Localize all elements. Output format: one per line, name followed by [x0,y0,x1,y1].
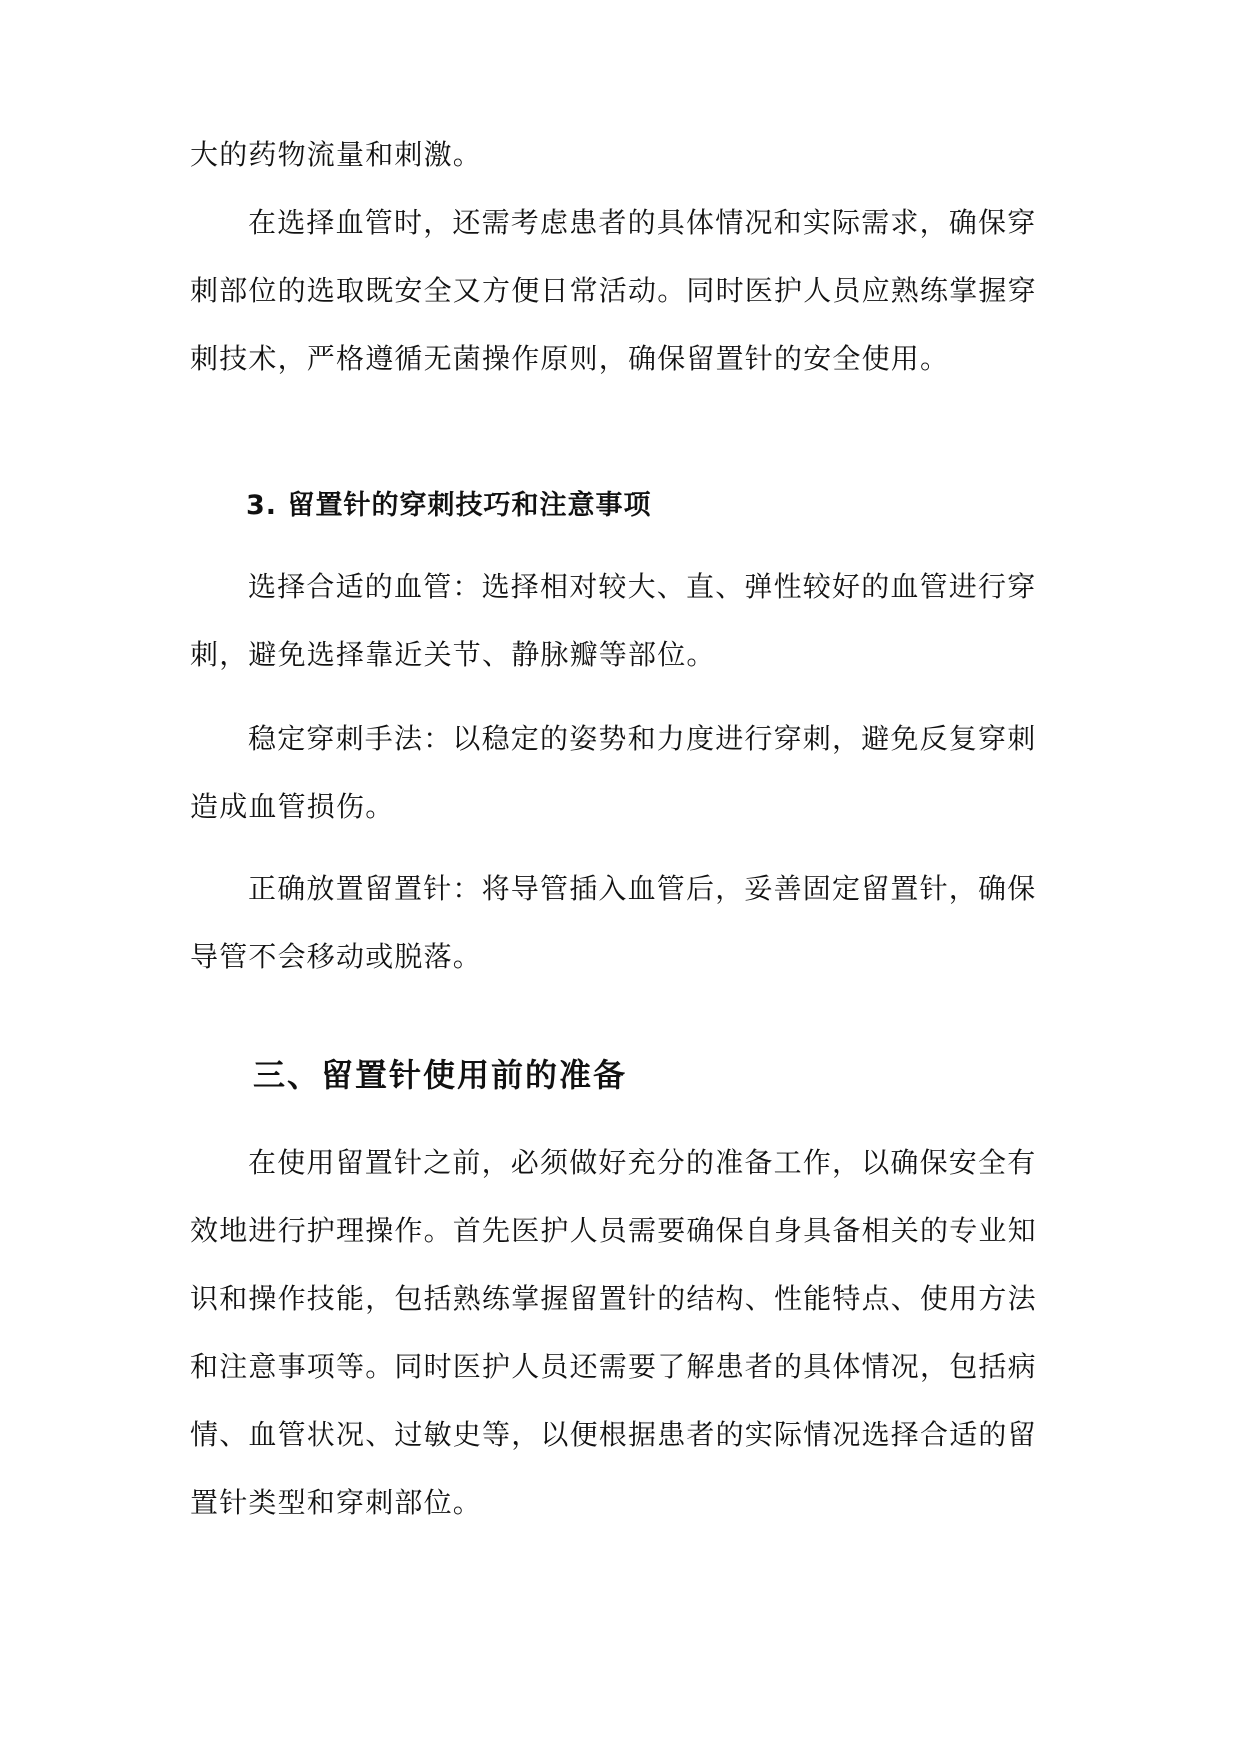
tip-paragraph: 稳定穿刺手法：以稳定的姿势和力度进行穿刺，避免反复穿刺造成血管损伤。 [190,722,1037,823]
tip-paragraph: 正确放置留置针：将导管插入血管后，妥善固定留置针，确保导管不会移动或脱落。 [190,872,1037,973]
tip-paragraph: 选择合适的血管：选择相对较大、直、弹性较好的血管进行穿刺，避免选择靠近关节、静脉瓣等部位。 [190,570,1037,671]
paragraph-vessel-choice: 在选择血管时，还需考虑患者的具体情况和实际需求，确保穿刺部位的选取既安全又方便日常活动。同时医护人员应熟练掌握穿刺技术，严格遵循无菌操作原则，确保留置针的安全使用。 [190,206,1037,375]
subsection-heading: 3. 留置针的穿刺技巧和注意事项 [246,490,652,521]
paragraph-preparation: 在使用留置针之前，必须做好充分的准备工作，以确保安全有效地进行护理操作。首先医护人员需要确保自身具备相关的专业知识和操作技能，包括熟练掌握留置针的结构、性能特点、使用方法和注意事项等。同时医护人员还需要了解患者的具体情况，包括病情、血管状况、过敏史等，以便根据患者的实际情况选择合适的留置针类型和穿刺部位。 [190,1146,1037,1519]
continuation-text: 大的药物流量和刺激。 [190,138,483,171]
section-heading: 三、留置针使用前的准备 [253,1056,628,1094]
